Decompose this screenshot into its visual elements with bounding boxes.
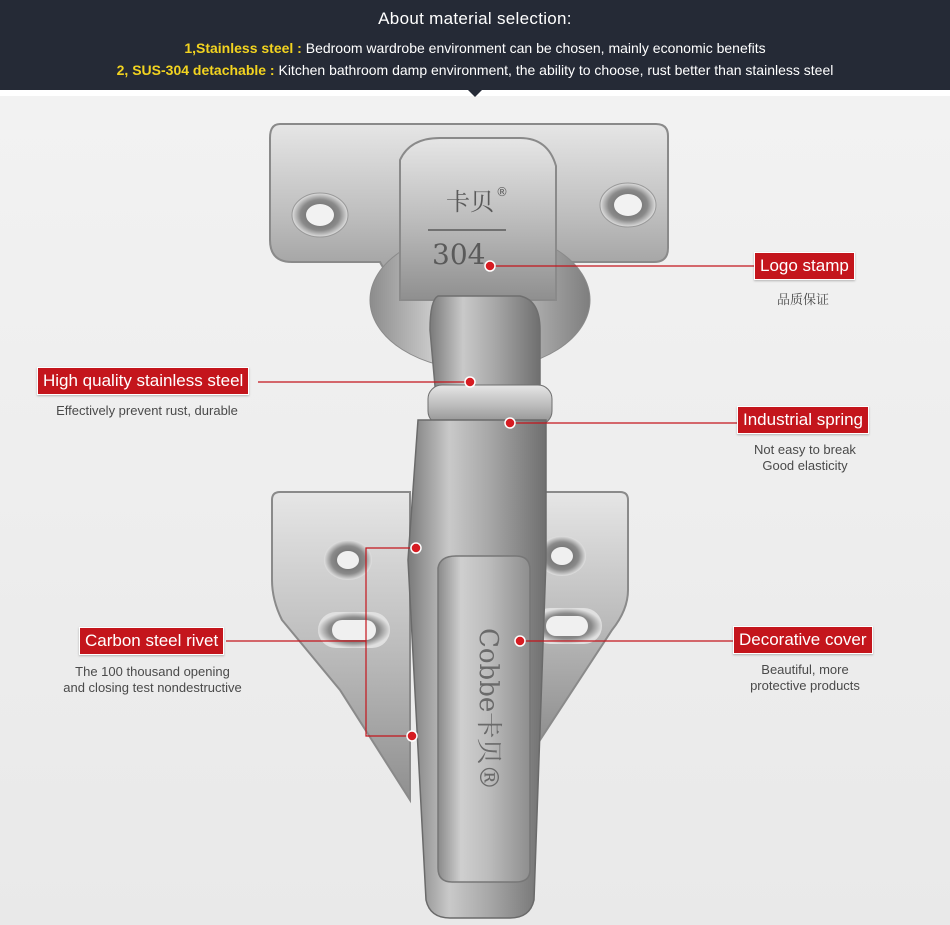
option-1-text: Bedroom wardrobe environment can be chosen, mainly economic benefits [301, 40, 766, 56]
option-1-label: 1,Stainless steel : [184, 40, 302, 56]
stamp-brand: 卡贝 [446, 188, 494, 216]
option-2-label: 2, SUS-304 detachable : [116, 62, 275, 78]
callout-stainless-steel: High quality stainless steel [37, 367, 249, 395]
callout-logo-stamp: Logo stamp [754, 252, 855, 280]
cover-logo: Cobbe卡贝® [473, 628, 503, 791]
callout-decorative-cover: Decorative cover [733, 626, 873, 654]
callout-carbon-steel-rivet-desc-2: and closing test nondestructive [63, 680, 242, 695]
callout-industrial-spring: Industrial spring [737, 406, 869, 434]
callout-industrial-spring-desc-1: Not easy to break [754, 442, 856, 457]
stamp-number: 304 [432, 238, 486, 271]
callout-carbon-steel-rivet: Carbon steel rivet [79, 627, 224, 655]
stamp-registered: ® [496, 185, 508, 199]
callout-logo-stamp-desc: 品质保证 [776, 292, 829, 307]
callout-industrial-spring-desc-2: Good elasticity [762, 458, 848, 473]
stamp-boss [400, 138, 556, 300]
callout-decorative-cover-desc-2: protective products [750, 678, 860, 693]
callout-stainless-steel-desc: Effectively prevent rust, durable [56, 403, 238, 418]
option-2-text: Kitchen bathroom damp environment, the ability to choose, rust better than stainless steel [274, 62, 834, 78]
hinge-pivot [428, 385, 552, 425]
callout-carbon-steel-rivet-desc-1: The 100 thousand opening [75, 664, 230, 679]
callout-decorative-cover-desc-1: Beautiful, more [761, 662, 849, 677]
header-title: About material selection: [378, 9, 572, 28]
